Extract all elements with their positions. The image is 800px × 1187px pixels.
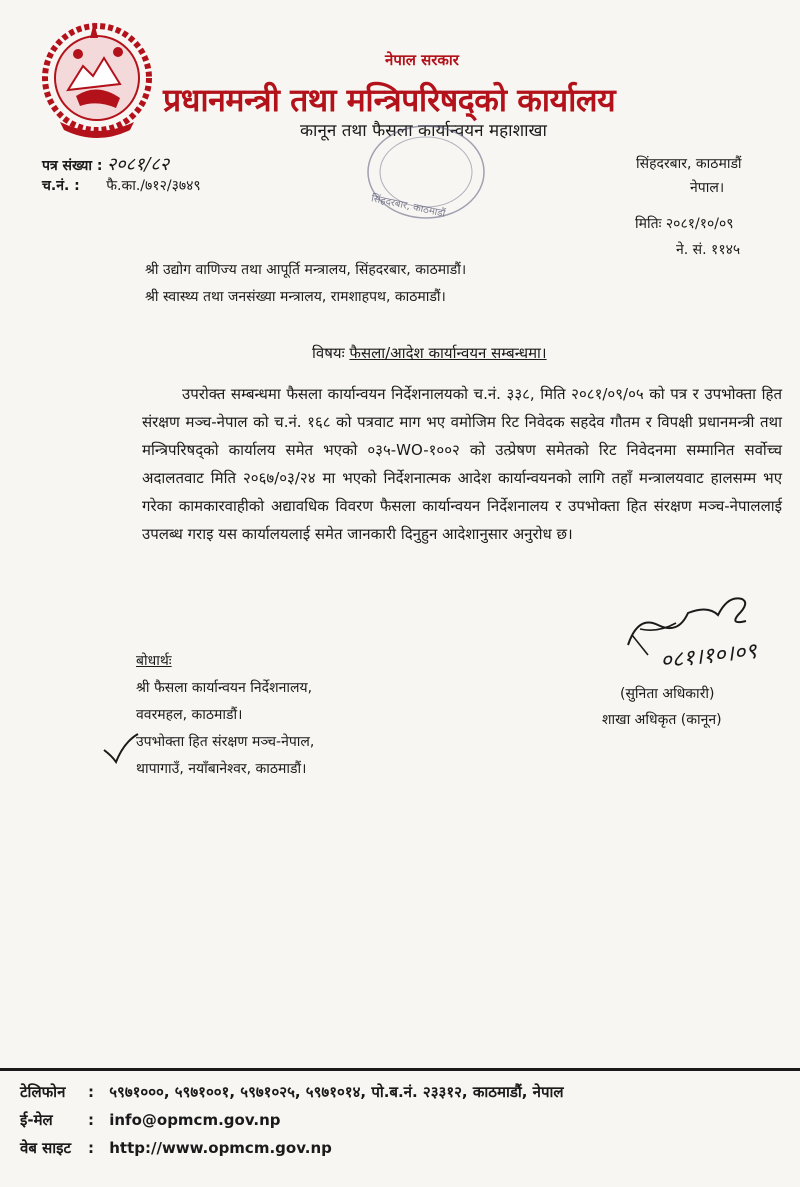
date-nepal-sambat: ने. सं. ११४५ — [676, 242, 741, 258]
chalani-value: फै.का./७१२/३७४९ — [106, 178, 201, 194]
footer-phone: टेलिफोन : ५९७१०००, ५९७१००१, ५९७१०२५, ५९७१०१४, पो.ब.नं. २३३१२, काठमाडौं, नेपाल — [20, 1083, 564, 1101]
footer-email-label: ई-मेल — [20, 1111, 53, 1129]
nepal-emblem-icon — [38, 18, 156, 140]
bodharth-line: श्री फैसला कार्यान्वयन निर्देशनालय, — [136, 680, 313, 696]
subject-label: विषयः — [312, 344, 345, 362]
recipient-1: श्री उद्योग वाणिज्य तथा आपूर्ति मन्त्रालय, सिंहदरबार, काठमाडौं। — [145, 262, 467, 278]
footer-website: वेब साइट : http://www.opmcm.gov.np — [20, 1139, 332, 1157]
chalani-number — [42, 176, 201, 195]
footer-phone-label: टेलिफोन — [20, 1083, 66, 1101]
date-miti: मितिः २०८१/१०/०९ — [635, 216, 734, 232]
office-stamp — [360, 120, 495, 225]
bodharth-line: थापागाउँ, नयाँबानेश्वर, काठमाडौं। — [136, 761, 307, 777]
footer-divider — [0, 1068, 800, 1071]
checkmark-icon — [100, 728, 140, 768]
stamp-text: सिंहदरबार, काठमाडौं — [370, 193, 447, 220]
signer-name: (सुनिता अधिकारी) — [620, 686, 715, 702]
recipient-2: श्री स्वास्थ्य तथा जनसंख्या मन्त्रालय, रामशाहपथ, काठमाडौं। — [145, 289, 446, 305]
letter-body: उपरोक्त सम्बन्धमा फैसला कार्यान्वयन निर्देशनालयको च.नं. ३३८, मिति २०८१/०९/०५ को पत्र र उपभोक्ता हित संरक्षण मञ्च-नेपाल को च.नं. १६८ को पत्रवाट माग भए वमोजिम रिट निवेदक सहदेव गौतम र विपक्षी प्रधानमन्त्री तथा मन्त्रिपरिषद्को कार्यालय समेत भएको ०३५-WO-१००२ को उत्प्रेषण समेतको रिट निवेदनमा सम्मानित सर्वोच्च अदालतवाट मिति २०६७/०३/२४ मा भएको निर्देशनात्मक आदेश कार्यान्वयनको लागि तहाँ मन्त्रालयवाट हालसम्म भए गरेका कामकारवाहीको अद्यावधिक विवरण फैसला कार्यान्वयन निर्देशनालय र उपभोक्ता हित संरक्षण मञ्च-नेपाललाई उपलब्ध गराइ यस कार्यालयलाई समेत जानकारी दिनुहुन आदेशानुसार अनुरोध छ। — [142, 385, 782, 543]
footer-email: ई-मेल : info@opmcm.gov.np — [20, 1111, 281, 1129]
branch-name: कानून तथा फैसला कार्यान्वयन महाशाखा — [300, 121, 547, 141]
place-line2: नेपाल। — [690, 180, 725, 196]
government-name: नेपाल सरकार — [385, 51, 459, 69]
footer-website-link[interactable]: http://www.opmcm.gov.np — [109, 1139, 332, 1157]
place-line1: सिंहदरबार, काठमाडौं — [636, 156, 742, 172]
bodharth-title: बोधार्थः — [136, 653, 172, 669]
bodharth-line: उपभोक्ता हित संरक्षण मञ्च-नेपाल, — [136, 734, 315, 750]
footer-email-link[interactable]: info@opmcm.gov.np — [109, 1111, 281, 1129]
patra-value: २०८१/८२ — [106, 154, 170, 175]
subject-text: फैसला/आदेश कार्यान्वयन सम्बन्धमा। — [349, 344, 547, 362]
office-name: प्रधानमन्त्री तथा मन्त्रिपरिषद्को कार्यालय — [163, 81, 616, 119]
signature-date: ०८१।१०।०९ — [659, 639, 758, 674]
subject-line — [312, 343, 547, 363]
bodharth-line: ववरमहल, काठमाडौं। — [136, 707, 243, 723]
chalani-label: च.नं. : — [42, 178, 80, 194]
patra-label: पत्र संख्या : — [42, 158, 103, 174]
patra-sankhya — [42, 152, 169, 176]
signer-position: शाखा अधिकृत (कानून) — [602, 712, 722, 728]
footer-phone-value: ५९७१०००, ५९७१००१, ५९७१०२५, ५९७१०१४, पो.ब.नं. २३३१२, काठमाडौं, नेपाल — [109, 1083, 564, 1101]
bodharth-block — [136, 648, 314, 783]
footer-web-label: वेब साइट — [20, 1139, 72, 1157]
